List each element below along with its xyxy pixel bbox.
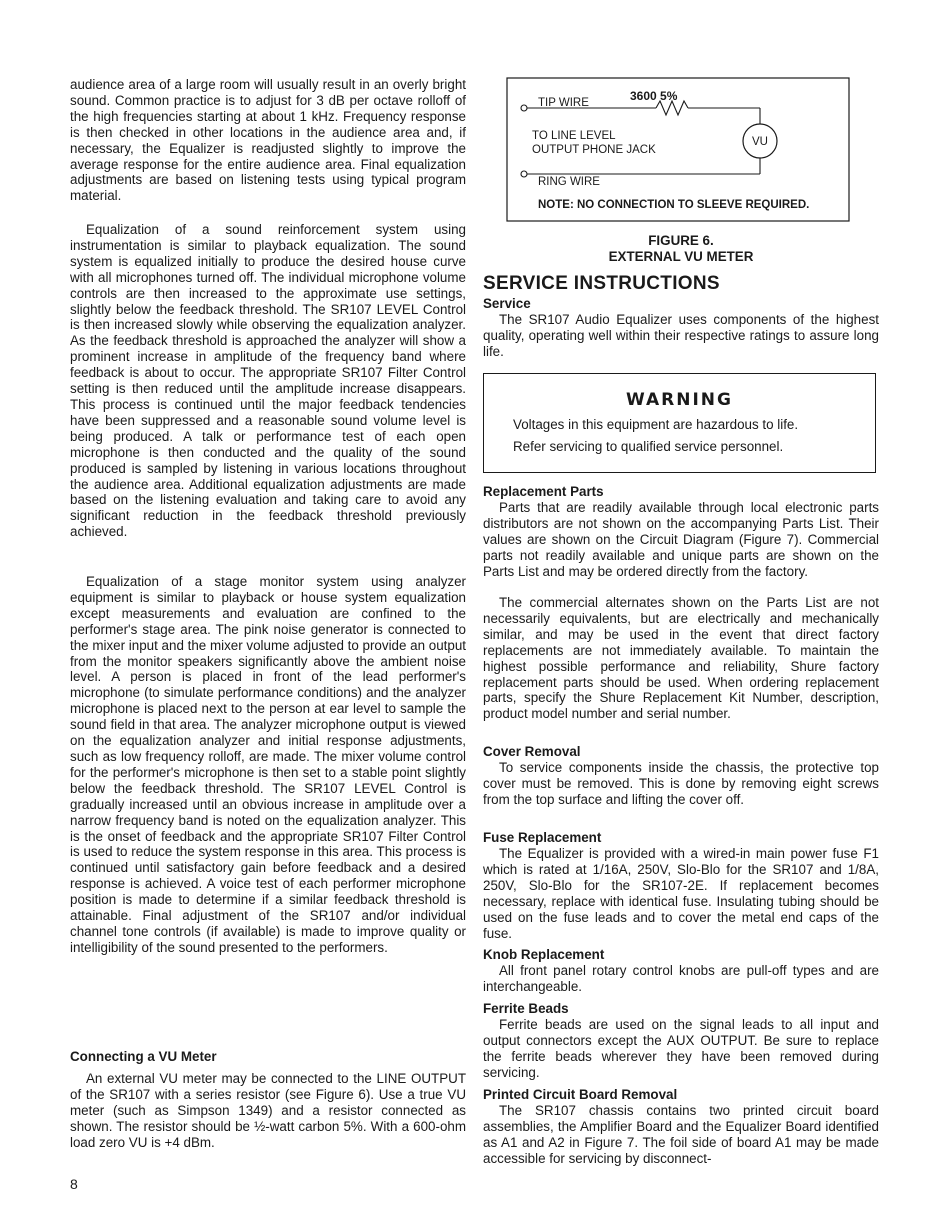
line-level-label-1: TO LINE LEVEL xyxy=(532,130,616,142)
figure-vu-meter xyxy=(506,77,850,222)
figure-caption-title: EXTERNAL VU METER xyxy=(608,249,754,264)
ferrite-beads-heading: Ferrite Beads xyxy=(483,1001,569,1016)
figure-caption-number: FIGURE 6. xyxy=(648,233,714,248)
warning-line-1: Voltages in this equipment are hazardous to life. xyxy=(513,417,799,432)
resistor-label: 3600 5% xyxy=(630,89,678,103)
paragraph-audience: audience area of a large room will usually result in an overly bright sound. Common practice is to adjust for 3 dB per octave rolloff of the high frequencies starting at about 1 kHz. Frequency response is then checked in other locations in the audience area and, if necessary, the Equalizer is readjusted slightly to improve the average response for the entire audience area. Final equalization adjustments are based on listening tests using typical program material. xyxy=(70,77,466,204)
pcb-removal-heading: Printed Circuit Board Removal xyxy=(483,1087,678,1102)
line-level-label-2: OUTPUT PHONE JACK xyxy=(532,144,656,156)
meter-label: VU xyxy=(752,136,768,148)
ring-terminal xyxy=(521,171,527,177)
cover-removal-heading: Cover Removal xyxy=(483,744,581,759)
service-instructions-title: SERVICE INSTRUCTIONS xyxy=(483,273,720,294)
paragraph-vu-meter: An external VU meter may be connected to the LINE OUTPUT of the SR107 with a series resistor (see Figure 6). Use a true VU meter (such as Simpson 1349) and a resistor connected as shown. The resistor should be ½-watt carbon 5%. With a 600-ohm load zero VU is +4 dBm. xyxy=(70,1071,466,1150)
replacement-parts-heading: Replacement Parts xyxy=(483,484,604,499)
resistor-symbol xyxy=(656,101,688,115)
paragraph-cover-removal: To service components inside the chassis, the protective top cover must be removed. This is done by removing eight screws from the top surface and lifting the cover off. xyxy=(483,760,879,807)
paragraph-service: The SR107 Audio Equalizer uses components of the highest quality, operating well within their respective ratings to assure long life. xyxy=(483,312,879,359)
paragraph-sound-reinforcement: Equalization of a sound reinforcement system using instrumentation is similar to playback equalization. The sound system is equalized initially to produce the desired house curve with all microphones turned off. The individual microphone volume controls are then increased to the approximate use settings, slightly below the feedback threshold. The SR107 LEVEL Control is then increased slowly while observing the equalization analyzer. As the feedback threshold is approached the analyzer will show a prominent increase in amplitude of the frequency band where feedback is about to occur. The appropriate SR107 Filter Control setting is then reduced until the amplitude increase disappears. This process is continued until the major feedback tendencies have been suppressed and a reasonable sound volume level is being produced. A talk or performance test of each open microphone is then conducted and the quality of the sound produced is sampled by listening in various locations throughout the audience area. Additional equalization adjustments are made based on the listening evaluation and taking care to avoid any significant reduction in the feedback threshold previously achieved. xyxy=(70,222,466,540)
fuse-replacement-heading: Fuse Replacement xyxy=(483,830,602,845)
service-heading: Service xyxy=(483,296,531,311)
paragraph-knob-replacement: All front panel rotary control knobs are pull-off types and are interchangeable. xyxy=(483,963,879,994)
knob-replacement-heading: Knob Replacement xyxy=(483,947,605,962)
ring-wire-label: RING WIRE xyxy=(538,176,600,188)
paragraph-fuse-replacement: The Equalizer is provided with a wired-in main power fuse F1 which is rated at 1/16A, 250V, Slo-Blo for the SR107 and 1/8A, 250V, Slo-Blo for the SR107-2E. If replacement becomes necessary, replace with identical fuse. Insulating tubing should be used on the fuse leads and to cover the metal end caps of the fuse. xyxy=(483,846,879,941)
tip-terminal xyxy=(521,105,527,111)
vu-meter-diagram xyxy=(506,77,850,222)
warning-title: WARNING xyxy=(626,390,733,410)
paragraph-pcb-removal: The SR107 chassis contains two printed circuit board assemblies, the Amplifier Board and the Equalizer Board identified as A1 and A2 in Figure 7. The foil side of board A1 may be made accessible for servicing by disconnect- xyxy=(483,1103,879,1166)
tip-wire-label: TIP WIRE xyxy=(538,97,589,109)
paragraph-replacement-parts-1: Parts that are readily available through local electronic parts distributors are not shown on the accompanying Parts List. Their values are shown on the Circuit Diagram (Figure 7). Commercial parts not readily available and unique parts are shown on the Parts List and may be ordered directly from the factory. xyxy=(483,500,879,579)
warning-box xyxy=(483,373,876,473)
warning-line-2: Refer servicing to qualified service personnel. xyxy=(513,439,784,454)
figure-note: NOTE: NO CONNECTION TO SLEEVE REQUIRED. xyxy=(538,199,810,211)
page-number: 8 xyxy=(70,1176,78,1192)
paragraph-replacement-parts-2: The commercial alternates shown on the Parts List are not necessarily equivalents, but are electrically and mechanically similar, and may be used in the event that direct factory replacements are not immediately available. To maintain the highest possible performance and reliability, Shure factory replacement parts should be used. When ordering replacement parts, specify the Shure Replacement Kit Number, description, product model number and serial number. xyxy=(483,595,879,722)
vu-meter-heading: Connecting a VU Meter xyxy=(70,1049,217,1064)
paragraph-ferrite-beads: Ferrite beads are used on the signal leads to all input and output connectors except the AUX OUTPUT. Be sure to replace the ferrite beads wherever they have been removed during servicing. xyxy=(483,1017,879,1080)
paragraph-stage-monitor: Equalization of a stage monitor system using analyzer equipment is similar to playback or house system equalization except measurements and evaluation are confined to the performer's stage area. The pink noise generator is connected to the mixer input and the mixer volume adjusted to provide an output from the monitor speakers significantly above the ambient noise level. A person is placed in front of the lead performer's microphone (to simulate performance conditions) and the analyzer microphone is placed next to the person at ear level to sample the sound field in that area. The analyzer microphone output is viewed on the equalization analyzer and initial response adjustments, such as low frequency rolloff, are made. The mixer volume control for the performer's microphone is then set to a stable point slightly below the feedback threshold. The SR107 LEVEL Control is gradually increased until an obvious increase in amplitude over a narrow frequency band is noted on the equalization analyzer. This is the onset of feedback and the appropriate SR107 Filter Control is used to reduce the system response in this area. This process is continued until satisfactory gain before feedback and a desired response is achieved. A voice test of each performer microphone position is made to determine if a similar feedback threshold is attainable. Final adjustment of the SR107 and/or individual channel tone controls (if available) is made to improve quality or intelligibility of the sound presented to the performers. xyxy=(70,574,466,955)
